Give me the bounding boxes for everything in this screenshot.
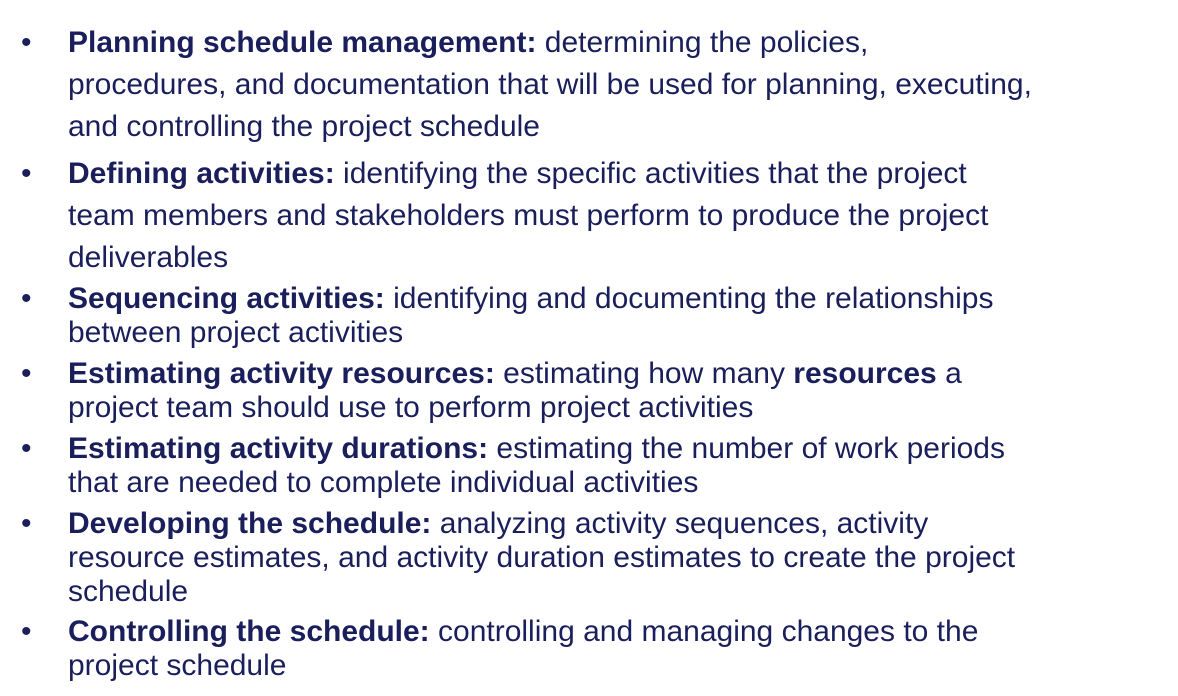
list-item-line: identifying the specific activities that the project — [334, 157, 967, 190]
list-item-line: analyzing activity sequences, activity — [431, 507, 929, 540]
cropped-heading-remnant — [70, 0, 650, 2]
list-item-line: project team should use to perform project activities — [68, 391, 754, 424]
list-item-line: that are needed to complete individual activities — [68, 466, 699, 499]
list-item-term: Estimating activity resources: — [68, 357, 495, 390]
bullet-icon: • — [21, 357, 32, 390]
bullet-icon: • — [21, 507, 32, 540]
list-item-line: deliverables — [68, 241, 229, 274]
list-item-text — [68, 357, 1173, 425]
list-item-line: estimating how many — [494, 357, 794, 390]
bullet-icon: • — [21, 157, 32, 190]
list-item-line: and controlling the project schedule — [68, 110, 540, 143]
list-item-text — [68, 153, 1173, 279]
list-item-text — [68, 22, 1173, 148]
list-item-emphasis: resources — [793, 357, 937, 390]
bullet-icon: • — [21, 615, 32, 648]
list-item-line: resource estimates, and activity duration estimates to create the project — [68, 541, 1016, 574]
list-item-text — [68, 615, 1173, 683]
list-item-line: determining the policies, — [536, 26, 869, 59]
list-item-line: team members and stakeholders must perform to produce the project — [68, 199, 989, 232]
list-item-term: Estimating activity durations: — [68, 432, 489, 465]
bullet-icon: • — [21, 282, 32, 315]
list-item-line: a — [936, 357, 962, 390]
list-item-text — [68, 507, 1173, 609]
list-item-term: Defining activities: — [68, 157, 335, 190]
list-item-line: between project activities — [68, 316, 404, 349]
bullet-icon: • — [21, 26, 32, 59]
list-item-line: estimating the number of work periods — [488, 432, 1005, 465]
list-item-line: controlling and managing changes to the — [429, 615, 979, 648]
list-item-text — [68, 282, 1173, 350]
list-item-term: Sequencing activities: — [68, 282, 385, 315]
list-item-text — [68, 432, 1173, 500]
list-item-line: project schedule — [68, 649, 287, 682]
list-item-line: identifying and documenting the relationships — [384, 282, 994, 315]
list-item-line: schedule — [68, 575, 189, 608]
list-item-term: Planning schedule management: — [68, 26, 537, 59]
list-item-term: Controlling the schedule: — [68, 615, 430, 648]
list-item-term: Developing the schedule: — [68, 507, 432, 540]
bullet-icon: • — [21, 432, 32, 465]
list-item-line: procedures, and documentation that will be used for planning, executing, — [68, 68, 1032, 101]
